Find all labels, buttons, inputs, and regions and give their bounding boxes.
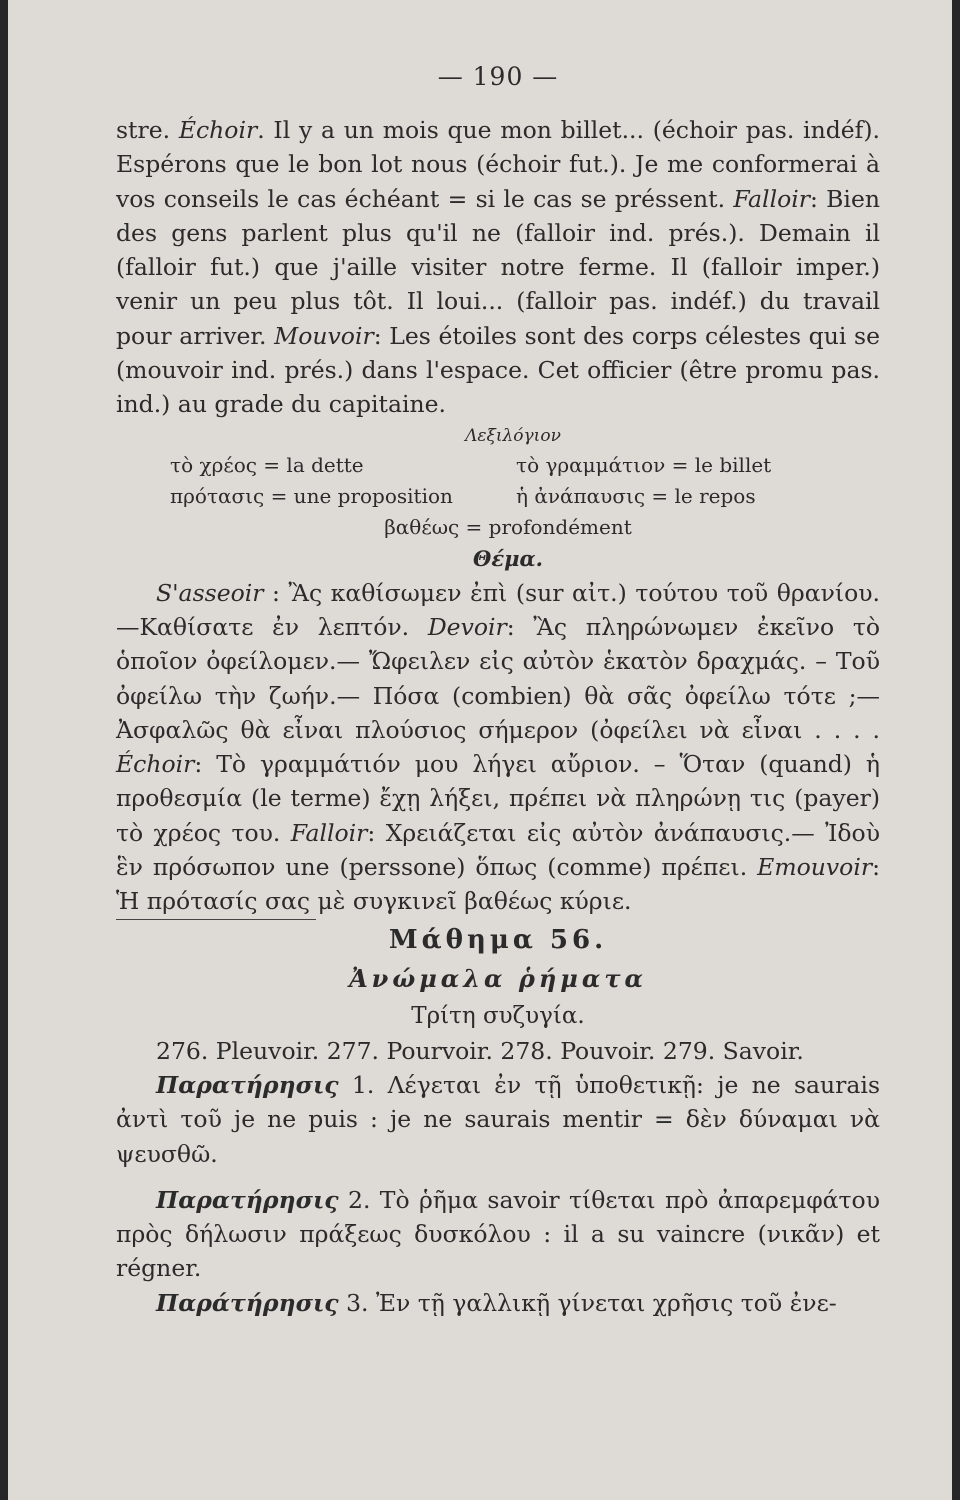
verb-list: 276. Pleuvoir. 277. Pourvoir. 278. Pouvoir. 279. Savoir. (156, 1036, 804, 1065)
lesson-subtitle: Ἀνώμαλα ῥήματα (349, 963, 647, 993)
verb-emouvoir: Emouvoir (757, 853, 873, 882)
book-page (8, 0, 952, 1500)
vocabulary-row: πρότασις = une proposition ἡ ἀνάπαυσις = le repos (170, 483, 756, 508)
conjugation-heading: Τρίτη συζυγία. (411, 1002, 585, 1029)
vocabulary-heading: Λεξιλόγιον (465, 425, 561, 446)
vocabulary-row: βαθέως = profondément (384, 514, 632, 539)
thema-heading: Θέμα. (473, 545, 543, 571)
verb-devoir: Devoir (427, 612, 507, 641)
verb-mouvoir: Mouvoir (274, 321, 374, 350)
page-number: — 190 — (437, 62, 559, 91)
verb-sasseoir: S'asseoir (156, 578, 264, 607)
note-paragraph: Παρατήρησις 1. Λέγεται ἐν τῇ ὑποθετικῇ: je ne saurais ἀντὶ τοῦ je ne puis : je ne saurais mentir = δὲν δύναμαι νὰ ψευσθῶ. (116, 1070, 880, 1168)
verb-falloir: Falloir (733, 184, 810, 213)
intro-paragraph: stre. Échoir. Il y a un mois que mon billet... (échoir pas. indéf). Espérons que le bon lot nous (échoir fut.). Je me conformerai à vos conseils le cas échéant = si le cas se préssent. Falloir: Bien des gens parlent plus qu'il ne (falloir ind. prés.). Demain il (falloir fut.) que j'aille visiter notre ferme. Il (falloir imper.) venir un peu plus tôt. Il loui... (falloir pas. indéf.) du travail pour arriver. Mouvoir: Les étoiles sont des corps célestes qui se (mouvoir ind. prés.) dans l'espace. Cet officier (être promu pas. ind.) au grade du capitaine. (116, 116, 880, 419)
verb-falloir: Falloir (290, 818, 368, 847)
verb-echoir: Échoir (178, 116, 258, 144)
verb-echoir: Échoir (116, 750, 195, 779)
note-paragraph: Παρατήρησις 2. Τὸ ῥῆμα savoir τίθεται πρὸ ἀπαρεμφάτου πρὸς δήλωσιν πράξεως δυσκόλου : il a su vaincre (νικᾶν) et régner. (116, 1185, 880, 1283)
vocabulary-row: τὸ χρέος = la dette τὸ γραμμάτιον = le billet (170, 452, 772, 477)
note-paragraph: Παράτήρησις 3. Ἐν τῇ γαλλικῇ γίνεται χρῆσις τοῦ ἐνε- (156, 1288, 837, 1317)
lesson-title: Μάθημα 56. (388, 924, 608, 955)
thema-paragraph: S'asseoir : Ἂς καθίσωμεν ἐπὶ (sur αἰτ.) τούτου τοῦ θρανίου.—Καθίσατε ἐν λεπτόν. Devoir: Ἂς πληρώνωμεν ἐκεῖνο τὸ ὁποῖον ὀφείλομεν.— Ὤφειλεν εἰς αὐτὸν ἑκατὸν δραχμάς. – Τοῦ ὀφείλω τὴν ζωήν.— Πόσα (combien) θὰ σᾶς ὀφείλω τότε ;— Ἀσφαλῶς θὰ εἶναι πλούσιος σήμερον (ὀφείλει νὰ εἶναι . . . . Échoir: Τὸ γραμμάτιόν μου λήγει αὔριον. – Ὅταν (quand) ἡ προθεσμία (le terme) ἔχῃ λήξει, πρέπει νὰ πληρώνῃ τις (payer) τὸ χρέος του. Falloir: Χρειάζεται εἰς αὐτὸν ἀνάπαυσις.— Ἰδοὺ ἓν πρόσωπον une (perssone) ὅπως (comme) πρέπει. Emouvoir: Ἡ πρότασίς σας μὲ συγκινεῖ βαθέως κύριε. (116, 578, 880, 916)
exercise-block (116, 113, 880, 1320)
